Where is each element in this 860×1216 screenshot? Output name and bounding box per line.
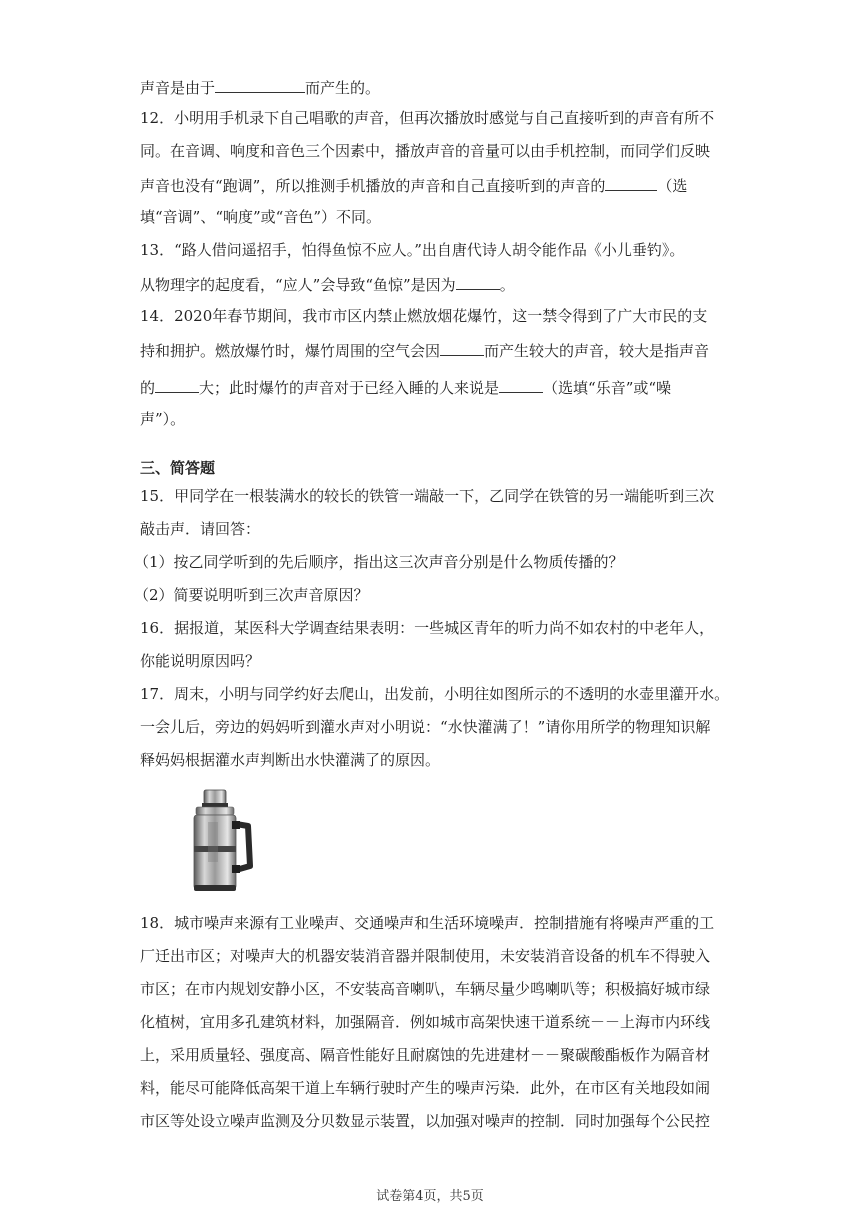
question-18-line: 厂迁出市区；对噪声大的机器安装消音器并限制使用，未安装消音设备的机车不得驶入 [140,947,711,965]
question-12-line: 12．小明用手机录下自己唱歌的声音，但再次播放时感觉与自己直接听到的声音有所不 [140,109,715,127]
thermos-flask-figure [190,788,260,894]
answer-blank [456,273,500,290]
question-18-line: 市区；在市内规划安静小区，不安装高音喇叭，车辆尽量少鸣喇叭等；积极搞好城市绿 [140,980,711,998]
text: （选填“乐音”或“噪 [543,379,672,397]
question-13-line [140,273,515,295]
question-12-line: 填“音调”、“响度”或“音色”）不同。 [140,208,382,226]
question-18-line: 18．城市噪声来源有工业噪声、交通噪声和生活环境噪声．控制措施有将噪声严重的工 [140,914,715,932]
question-17-line: 释妈妈根据灌水声判断出水快灌满了的原因。 [140,751,441,769]
text: 声音是由于 [140,79,216,97]
question-18-line: 市区等处设立噪声监测及分贝数显示装置，以加强对噪声的控制．同时加强每个公民控 [140,1112,711,1130]
text: （选 [657,177,688,195]
question-17-line: 17．周末，小明与同学约好去爬山，出发前，小明往如图所示的不透明的水壶里灌开水。 [140,685,730,703]
question-13-line: 13．“路人借问遥招手，怕得鱼惊不应人。”出自唐代诗人胡令能作品《小儿垂钓》。 [140,241,685,259]
page-footer: 试卷第4页，共5页 [376,1189,484,1204]
question-16-line: 你能说明原因吗？ [140,652,261,670]
text: 持和拥护。燃放爆竹时，爆竹周围的空气会因 [140,342,441,360]
question-12-line: 同。在音调、响度和音色三个因素中，播放声音的音量可以由手机控制，而同学们反映 [140,142,711,160]
text: 的 [140,379,156,397]
text: 大；此时爆竹的声音对于已经入睡的人来说是 [199,379,500,397]
text: 而产生的。 [305,79,381,97]
question-14-line: 14．2020年春节期间，我市市区内禁止燃放烟花爆竹，这一禁令得到了广大市民的支 [140,307,708,325]
question-14-line: 声”）。 [140,410,186,428]
question-18-line: 上，采用质量轻、强度高、隔音性能好且耐腐蚀的先进建材－－聚碳酸酯板作为隔音材 [140,1046,711,1064]
text-line [140,76,380,98]
question-18-line: 料，能尽可能降低高架干道上车辆行驶时产生的噪声污染．此外，在市区有关地段如闹 [140,1079,711,1097]
question-15-line: （2）简要说明听到三次声音原因？ [134,586,369,604]
question-18-line: 化植树，宜用多孔建筑材料，加强隔音．例如城市高架快速干道系统－－上海市内环线 [140,1013,711,1031]
question-15-line: 15．甲同学在一根装满水的较长的铁管一端敲一下，乙同学在铁管的另一端能听到三次 [140,487,715,505]
text: 从物理字的起度看，“应人”会导致“鱼惊”是因为 [140,276,456,294]
answer-blank [440,339,484,356]
answer-blank [155,376,199,393]
question-15-line: 敲击声．请回答： [140,520,261,538]
question-15-line: （1）按乙同学听到的先后顺序，指出这三次声音分别是什么物质传播的？ [134,553,624,571]
question-17-line: 一会儿后，旁边的妈妈听到灌水声对小明说：“水快灌满了！”请你用所学的物理知识解 [140,718,711,736]
question-12-line [140,174,687,196]
text: 而产生较大的声音，较大是指声音 [484,342,710,360]
answer-blank [499,376,543,393]
answer-blank [215,76,305,93]
question-16-line: 16．据报道，某医科大学调查结果表明：一些城区青年的听力尚不如农村的中老年人， [140,619,715,637]
answer-blank [605,174,657,191]
question-14-line [140,376,671,398]
text: 声音也没有“跑调”，所以推测手机播放的声音和自己直接听到的声音的 [140,177,606,195]
section-heading: 三、简答题 [140,459,216,477]
text: 。 [499,276,515,294]
question-14-line [140,339,709,361]
